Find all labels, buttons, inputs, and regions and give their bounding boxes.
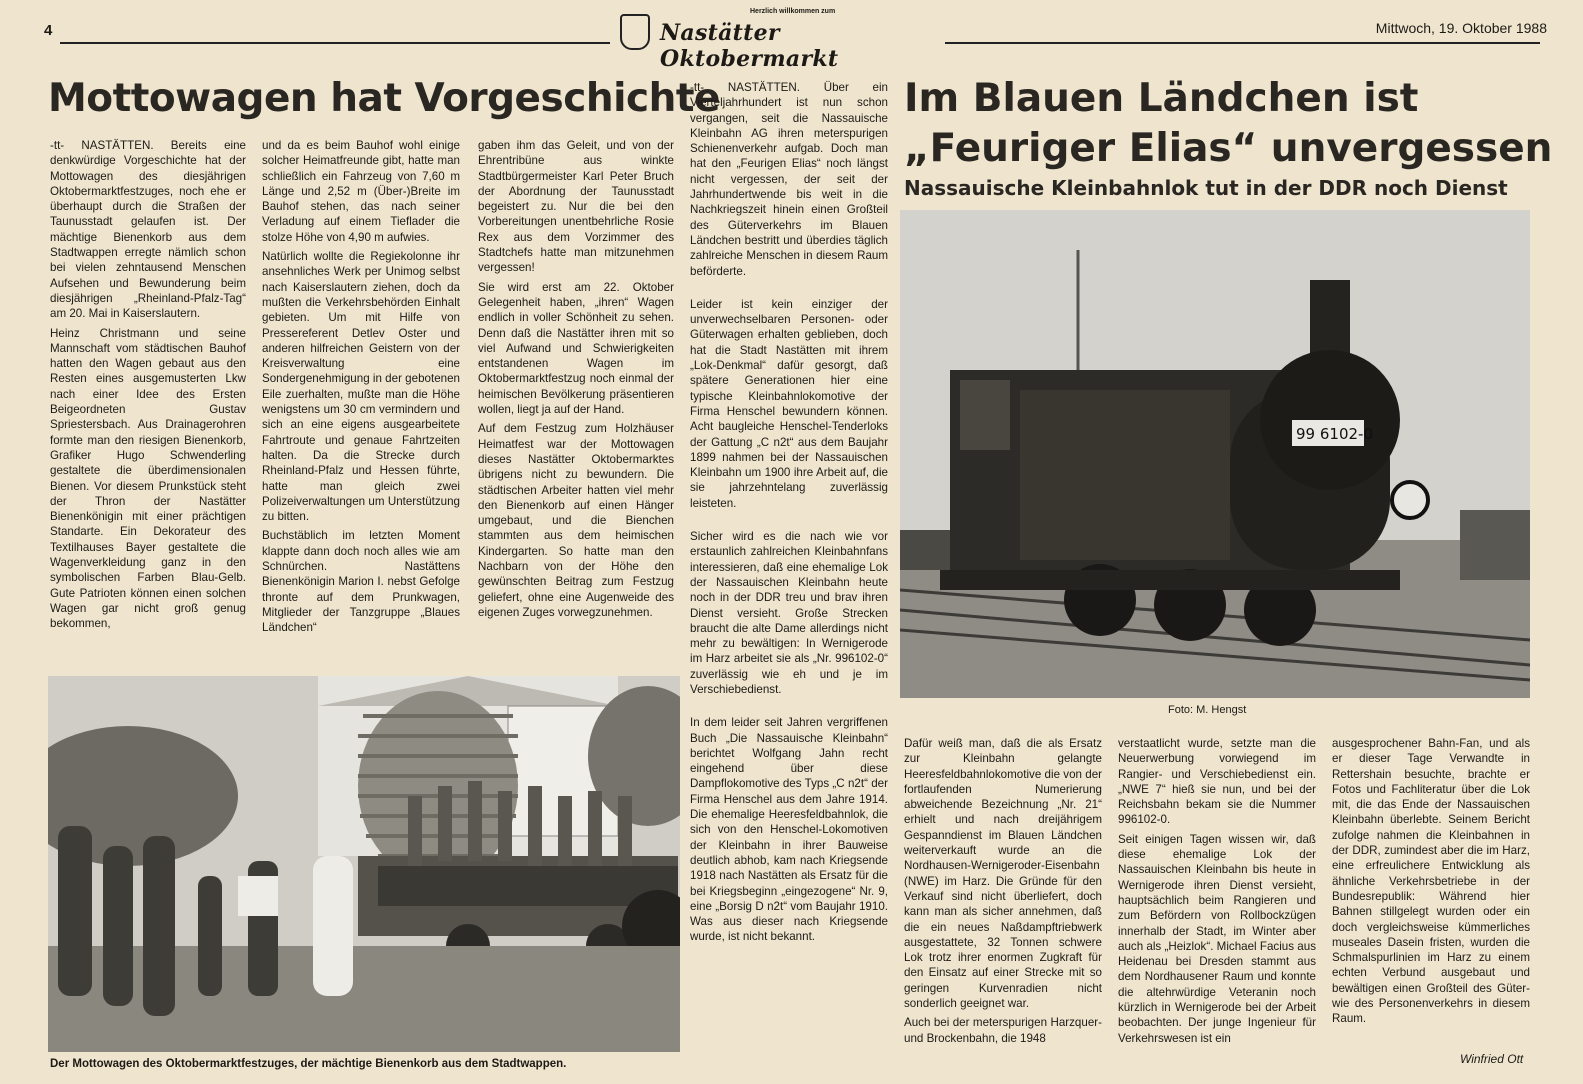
masthead-greeting: Herzlich willkommen zum xyxy=(750,8,836,15)
paragraph: -tt- NASTÄTTEN. Über ein Vierteljahrhundert ist nun schon vergangen, seit die Nassauische Kleinbahn AG ihren meterspurigen Schienenverkehr aufgab. Doch man hat den „Feurigen Elias“ noch längst nicht vergessen, der seit der Jahrhundertwende bis weit in die Nachkriegszeit hinein einen Großteil des Güterverkehrs im Blauen Ländchen bestritt und überdies täglich zahlreiche Menschen in diesem Raum beförderte. xyxy=(690,81,888,278)
left-column-2 xyxy=(262,138,460,640)
right-column-a xyxy=(690,80,888,949)
header-rule-right xyxy=(945,42,1540,44)
photo-credit: Foto: M. Hengst xyxy=(1168,704,1247,716)
header-rule-left xyxy=(60,42,610,44)
paragraph: Sie wird erst am 22. Oktober Gelegenheit haben, „ihren“ Wagen endlich in voller Schönheit zu sehen. Denn daß die Nastätter ihren mit so viel Aufwand und Schwierigkeiten entstandenen Wagen im Oktobermarktfestzug noch einmal der heimischen Bevölkerung präsentieren wollen, liegt ja auf der Hand. xyxy=(478,280,674,417)
locomotive-photo xyxy=(900,210,1530,698)
parade-photo-caption: Der Mottowagen des Oktobermarktfestzuges, der mächtige Bienenkorb aus dem Stadtwappen. xyxy=(50,1058,567,1070)
paragraph: In dem leider seit Jahren vergriffenen Buch „Die Nassauische Kleinbahn“ berichtet Wolfgang Jahn recht eingehend über diese Dampflokomotive des Typs „C n2t“ der Firma Henschel aus dem Jahre 1914. Die ehemalige Heeresfeldbahnlok, die sich von den Henschel-Lokomotiven der Kleinbahn in ihrer Bauweise deutlich abhob, kam nach Kriegsende 1918 nach Nastätten als Ersatz für die bei Kriegsbeginn „eingezogene“ Nr. 9, eine „Borsig D n2t“ vom Baujahr 1910. Was aus dieser nach Kriegsende wurde, ist nicht bekannt. xyxy=(690,716,888,944)
paragraph: Leider ist kein einziger der unverwechselbaren Personen- oder Güterwagen erhalten geblieben, doch hat die Stadt Nastätten mit ihrem „Lok-Denkmal“ dafür gesorgt, daß spätere Generationen hier eine typische Kleinbahnlokomotive der Firma Henschel bewundern können. Acht baugleiche Henschel-Tenderloks der Gattung „C n2t“ aus dem Baujahr 1899 nahmen bei der Nassauischen Kleinbahn um 1900 ihre Arbeit auf, die sie jahrzehntelang zuverlässig leisteten. xyxy=(690,297,888,510)
paragraph: Auch bei der meterspurigen Harzquer- und Brockenbahn, die 1948 xyxy=(904,1016,1102,1045)
right-headline-line-1: Im Blauen Ländchen ist xyxy=(904,76,1419,121)
page-number: 4 xyxy=(44,22,53,39)
right-column-d xyxy=(1332,736,1530,1031)
locomotive-number-plate: 99 6102-0 xyxy=(1296,425,1373,443)
paragraph: -tt- NASTÄTTEN. Bereits eine denkwürdige Vorgeschichte hat der Mottowagen des diesjährigen Oktobermarktfestzuges, noch ehe er überhaupt durch die Straßen der Taunusstadt gelaufen ist. Der mächtige Bienenkorb aus dem Stadtwappen erregte nämlich schon bei vielen zehntausend Menschen Aufsehen und Bewunderung beim diesjährigen „Rheinland-Pfalz-Tag“ am 20. Mai in Kaiserslautern. xyxy=(50,139,246,321)
paragraph: Sicher wird es die nach wie vor erstaunlich zahlreichen Kleinbahnfans interessieren, daß eine ehemalige Lok der Nassauischen Kleinbahn heute noch in der DDR treu und brav ihren Dienst versieht. Große Strecken braucht die alte Dame allerdings nicht mehr zu bewältigen: In Wernigerode im Harz arbeitet sie als „Nr. 996102-0“ zuverlässig wie eh und je im Verschiebedienst. xyxy=(690,530,888,696)
locomotive-illustration xyxy=(900,210,1530,698)
paragraph: Seit einigen Tagen wissen wir, daß diese ehemalige Lok der Nassauischen Kleinbahn bis heute in Wernigerode ihren Dienst versieht, hauptsächlich beim Rangieren und zum Befördern von Rollbockzügen innerhalb der Stadt, im Winter aber auch als „Heizlok“. Michael Facius aus Heidenau bei Dresden stammt aus dem Nordhausener Raum und konnte die altehrwürdige Veteranin noch kürzlich in Wernigerode bei der Arbeit beobachten. Der junge Ingenieur für Verkehrswesen ist ein xyxy=(1118,832,1316,1045)
paragraph: ausgesprochener Bahn-Fan, und als er dieser Tage Verwandte in Rettershain besuchte, brachte er Fotos und Fachliteratur über die Lok mit, die das Ende der Nassauischen Kleinbahn überlebte. Seinem Bericht zufolge nahmen die Kleinbahnen in der DDR, zumindest aber die im Harz, eine erfreulichere Entwicklung als ähnliche Verkehrsbetriebe in der Bundesrepublik: Während hier Bahnen stillgelegt wurden oder ein doch vergleichsweise kümmerliches museales Dasein fristen, wurden die Schmalspurlinien im Harz zu einem echten Verbund ausgebaut und bewältigen einen Großteil des Güter- wie des Personenverkehrs in diesem Raum. xyxy=(1332,737,1530,1026)
masthead-title: Nastätter Oktobermarkt xyxy=(660,20,839,72)
right-column-c xyxy=(1118,736,1316,1050)
town-crest-icon xyxy=(620,14,650,50)
issue-date: Mittwoch, 19. Oktober 1988 xyxy=(1375,20,1547,36)
parade-scene-illustration xyxy=(48,676,680,1052)
right-headline-line-2: „Feuriger Elias“ unvergessen xyxy=(904,126,1553,171)
paragraph: und da es beim Bauhof wohl einige solcher Heimatfreunde gibt, hatte man schließlich ein Fahrzeug von 7,60 m Länge und 2,52 m (Über-)Breite im Bauhof stehen, das nach seiner Verladung auf einem Tieflader die stolze Höhe von 4,90 m aufwies. xyxy=(262,139,460,244)
parade-float-photo xyxy=(48,676,680,1052)
left-headline: Mottowagen hat Vorgeschichte xyxy=(48,76,720,121)
paragraph: Buchstäblich im letzten Moment klappte dann doch noch alles wie am Schnürchen. Nastättens Bienenkönigin Marion I. nebst Gefolge thronte auf dem Prunkwagen, Mitglieder der Tanzgruppe „Blaues Ländchen“ xyxy=(262,529,460,635)
paragraph: verstaatlicht wurde, setzte man die Neuerwerbung vorwiegend im Rangier- und Verschiebedienst ein. „NWE 7“ hieß sie nun, und bei der Reichsbahn bekam sie die Nummer 996102-0. xyxy=(1118,737,1316,827)
paragraph: Heinz Christmann und seine Mannschaft vom städtischen Bauhof hatten den Wagen gebaut aus den Resten eines ausgemusterten Lkw nach einer Idee des Ersten Beigeordneten Gustav Spriestersbach. Aus Drainagerohren formte man den riesigen Bienenkorb, Grafiker Hugo Schwenderling gestaltete die überdimensionalen Bienen. Vor diesem Prunkstück steht der Thron der Nastätter Bienenkönigin mit einer prächtigen Standarte. Ein Dekorateur des Textilhauses Bayer gestaltete die Wagenverkleidung ganz in den symbolischen Farben Blau-Gelb. Gute Patrioten können einen solchen Wagen gar nicht groß genug bekommen, xyxy=(50,326,246,631)
masthead xyxy=(620,8,950,72)
paragraph: gaben ihm das Geleit, und von der Ehrentribüne aus winkte Stadtbürgermeister Karl Peter Bruch der Abordnung der Taunusstadt begeistert zu. Nur die bei den Vorbereitungen unentbehrliche Rosie Rex aus dem Vorzimmer des Stadtchefs hatte man mitzunehmen vergessen! xyxy=(478,139,674,275)
paragraph: Auf dem Festzug zum Holzhäuser Heimatfest war der Mottowagen dieses Nastätter Oktobermarktes übrigens nicht zu bewundern. Die städtischen Arbeiter hatten viel mehr den Bienenkorb auf einen Hänger umgebaut, und die Bienchen stammten aus dem heimischen Kindergarten. So hatte man den Nachbarn von der Höhe den gewünschten Beitrag zum Festzug geliefert, ohne eine Augenweide des eigenen Zuges vorwegzunehmen. xyxy=(478,422,674,619)
right-subheadline: Nassauische Kleinbahnlok tut in der DDR noch Dienst xyxy=(904,176,1508,200)
paragraph: Dafür weiß man, daß die als Ersatz zur Kleinbahn gelangte Heeresfeldbahnlokomotive die von der fortlaufenden Numerierung abweichende Bezeichnung „Nr. 21“ erhielt und nach dreijährigem Gespanndienst im Blauen Ländchen weiterverkauft wurde an die Nordhausen-Wernigeroder-Eisenbahn (NWE) im Harz. Die Gründe für den Verkauf sind nicht überliefert, doch kann man als sicher annehmen, daß die ein neues Naßdampftriebwerk ausgestattete, 32 Tonnen schwere Lok trotz ihrer enormen Zugkraft für den Einsatz auf einer Strecke mit so geringen Kurvenradien nicht sonderlich geeignet war. xyxy=(904,737,1102,1011)
right-column-b xyxy=(904,736,1102,1050)
author-signoff: Winfried Ott xyxy=(1460,1052,1524,1066)
paragraph: Natürlich wollte die Regiekolonne ihr ansehnliches Werk per Unimog selbst nach Kaiserslautern ziehen, doch da mußten die Verkehrsbehörden Einhalt gebieten. Um mit Hilfe von Pressereferent Detlev Oster und anderen hilfreichen Geistern von der Kreisverwaltung eine Sondergenehmigung in der gebotenen Eile zuerhalten, mußte man die Höhe wenigstens um 30 cm vermindern und sich an eine eigens ausgearbeitete Fahrtroute und genaue Fahrtzeiten halten. Da die Strecke durch Rheinland-Pfalz und Hessen führte, hatte man gleich zwei Polizeiverwaltungen um Unterstützung zu bitten. xyxy=(262,250,460,524)
left-column-3 xyxy=(478,138,674,624)
left-column-1 xyxy=(50,138,246,636)
